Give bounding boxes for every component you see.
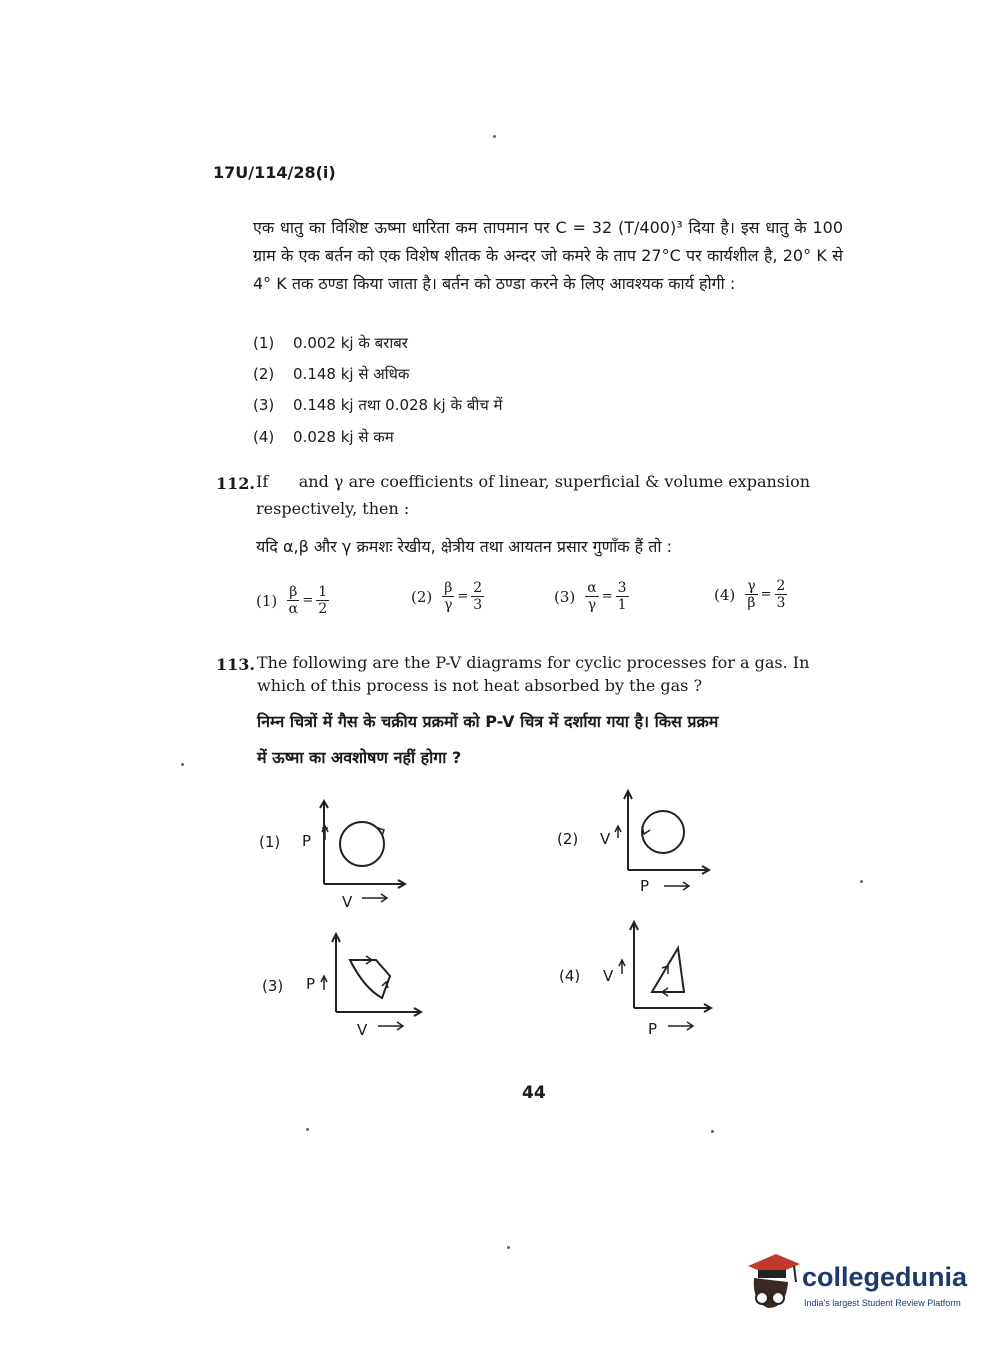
- pv-diagram-4: [612, 918, 722, 1018]
- pv-diagram-2: [608, 788, 718, 888]
- option-number: (1): [253, 334, 275, 352]
- question-111-text: एक धातु का विशिष्ट ऊष्मा धारिता कम तापमान पर C = 32 (T/400)³ दिया है। इस धातु के 100 ग्राम के एक बर्तन को एक विशेष शीतक के अन्दर जो कमरे के ताप 27°C पर कार्यशील है, 20° K से 4° K तक ठण्डा किया जाता है। बर्तन को ठण्डा करने के लिए आवश्यक कार्य होगी :: [253, 218, 843, 293]
- question-113-number: 113.: [216, 655, 255, 674]
- q111-option-1: [253, 333, 408, 353]
- q112-option-4: (4) $\frac{\gamma}{\beta}$ = $\frac{2}{3}$: [714, 578, 786, 611]
- diagram-4-xaxis-label: P: [648, 1020, 658, 1038]
- q111-option-4: [253, 427, 394, 447]
- diagram-2-number: (2): [557, 830, 579, 848]
- diagram-3-number: (3): [262, 977, 284, 995]
- option-number: (2): [411, 587, 433, 606]
- lhs-fraction: $\frac{\gamma}{\beta}$: [747, 578, 756, 611]
- rhs-fraction: $\frac{1}{2}$: [318, 584, 328, 617]
- option-text: 0.148 kj से अधिक: [293, 365, 410, 383]
- question-112-english-line2: respectively, then :: [256, 499, 410, 518]
- scan-speck: [860, 880, 863, 883]
- document-code: 17U/114/28(i): [213, 163, 336, 182]
- option-number: (3): [554, 587, 576, 606]
- logo-brand: collegedunia: [802, 1262, 968, 1292]
- q111-option-2: [253, 364, 409, 384]
- q112-option-2: (2) $\frac{\beta}{\gamma}$ = $\frac{2}{3}$: [411, 580, 483, 613]
- lhs-fraction: $\frac{\alpha}{\gamma}$: [587, 580, 597, 613]
- option-number: (1): [256, 591, 278, 610]
- scan-speck: [711, 1130, 714, 1133]
- option-text: 0.028 kj से कम: [293, 428, 394, 446]
- question-112-hindi: यदि α,β और γ क्रमशः रेखीय, क्षेत्रीय तथा आयतन प्रसार गुणाँक हैं तो :: [256, 537, 672, 556]
- scan-speck: [507, 1246, 510, 1249]
- mascot-icon: [742, 1252, 800, 1314]
- question-112-english-line1: If and γ are coefficients of linear, superficial & volume expansion: [256, 472, 811, 491]
- right-arrow-icon: [664, 1016, 700, 1036]
- question-113-english-line2: which of this process is not heat absorbed by the gas ?: [257, 676, 703, 695]
- right-arrow-icon: [660, 876, 696, 896]
- diagram-3-xaxis-label: V: [357, 1021, 368, 1039]
- scan-speck: [306, 1128, 309, 1131]
- option-number: (2): [253, 365, 275, 383]
- q111-option-3: [253, 395, 503, 415]
- option-number: (3): [253, 396, 275, 414]
- rhs-fraction: $\frac{2}{3}$: [776, 578, 786, 611]
- rhs-fraction: $\frac{2}{3}$: [473, 580, 483, 613]
- diagram-1-xaxis-label: V: [342, 893, 353, 911]
- diagram-2-xaxis-label: P: [640, 877, 650, 895]
- rhs-fraction: $\frac{3}{1}$: [617, 580, 627, 613]
- diagram-4-yaxis-label: V: [603, 967, 614, 985]
- right-arrow-icon: [374, 1016, 410, 1036]
- option-text: 0.002 kj के बराबर: [293, 334, 408, 352]
- pv-diagram-3: [316, 930, 436, 1030]
- lhs-fraction: $\frac{\beta}{\alpha}$: [288, 584, 299, 617]
- question-113-english-line1: The following are the P-V diagrams for cyclic processes for a gas. In: [257, 653, 810, 672]
- lhs-fraction: $\frac{\beta}{\gamma}$: [444, 580, 453, 613]
- option-number: (4): [253, 428, 275, 446]
- right-arrow-icon: [358, 888, 394, 908]
- diagram-4-number: (4): [559, 967, 581, 985]
- diagram-1-yaxis-label: P: [302, 832, 312, 850]
- collegedunia-logo: [742, 1248, 972, 1318]
- diagram-1-number: (1): [259, 833, 281, 851]
- question-113-hindi-line1: निम्न चित्रों में गैस के चक्रीय प्रक्रमों को P-V चित्र में दर्शाया गया है। किस प्रक्रम: [257, 712, 719, 731]
- question-112-number: 112.: [216, 474, 255, 493]
- scan-speck: [493, 135, 496, 138]
- logo-tagline: India's largest Student Review Platform: [804, 1298, 961, 1308]
- option-text: 0.148 kj तथा 0.028 kj के बीच में: [293, 396, 503, 414]
- diagram-2-yaxis-label: V: [600, 830, 611, 848]
- q112-option-3: (3) $\frac{\alpha}{\gamma}$ = $\frac{3}{1}$: [554, 580, 627, 613]
- q112-option-1: (1) $\frac{\beta}{\alpha}$ = $\frac{1}{2}$: [256, 584, 328, 617]
- option-number: (4): [714, 585, 736, 604]
- scan-speck: [181, 763, 184, 766]
- diagram-3-yaxis-label: P: [306, 975, 316, 993]
- page-number: 44: [522, 1083, 546, 1103]
- question-113-hindi-line2: में ऊष्मा का अवशोषण नहीं होगा ?: [257, 748, 462, 767]
